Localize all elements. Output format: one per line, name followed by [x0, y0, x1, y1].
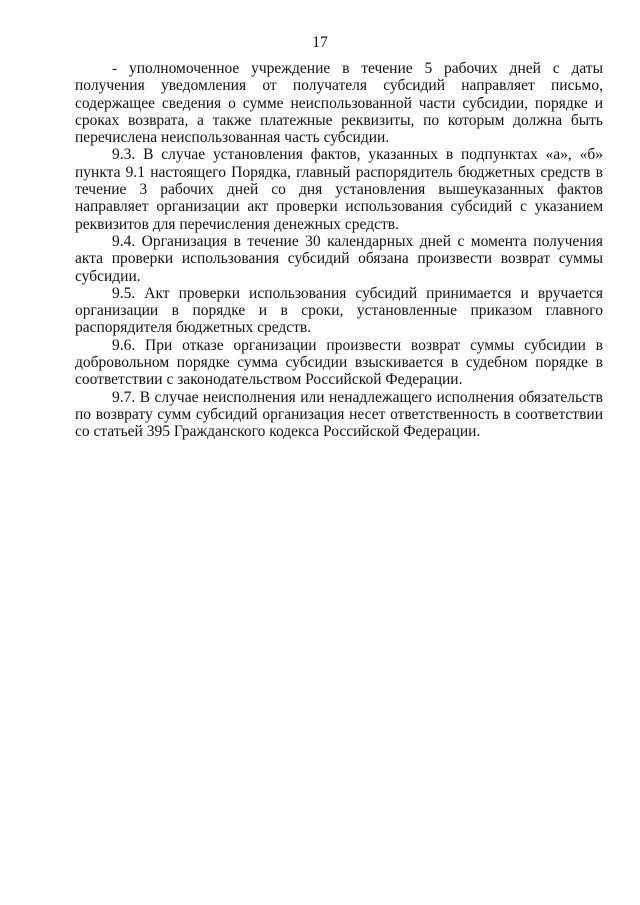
- paragraph-intro: - уполномоченное учреждение в течение 5 рабочих дней с даты получения уведомления от получателя субсидий направляет письмо, содержащее сведения о сумме неиспользованной части субсидии, порядке и сроках возврата, а также платежные реквизиты, по которым должна быть перечислена неиспользованная часть субсидии.: [75, 60, 603, 147]
- document-body: [75, 60, 603, 441]
- paragraph-9-4: 9.4. Организация в течение 30 календарных дней с момента получения акта проверки использования субсидий обязана произвести возврат суммы субсидии.: [75, 232, 603, 285]
- page-number: 17: [312, 34, 328, 51]
- paragraph-9-3: 9.3. В случае установления фактов, указанных в подпунктах «а», «б» пункта 9.1 настоящего Порядка, главный распорядитель бюджетных средств в течение 3 рабочих дней со дня установления вышеуказанных фактов направляет организации акт проверки использования субсидий с указанием реквизитов для перечисления денежных средств.: [75, 146, 603, 233]
- paragraph-9-5: 9.5. Акт проверки использования субсидий принимается и вручается организации в порядке и в сроки, установленные приказом главного распорядителя бюджетных средств.: [75, 284, 603, 337]
- paragraph-9-7: 9.7. В случае неисполнения или ненадлежащего исполнения обязательств по возврату сумм субсидий организация несет ответственность в соответствии со статьей 395 Гражданского кодекса Российской Федерации.: [75, 388, 603, 441]
- paragraph-9-6: 9.6. При отказе организации произвести возврат суммы субсидии в добровольном порядке сумма субсидии взыскивается в судебном порядке в соответствии с законодательством Российской Федерации.: [75, 336, 603, 389]
